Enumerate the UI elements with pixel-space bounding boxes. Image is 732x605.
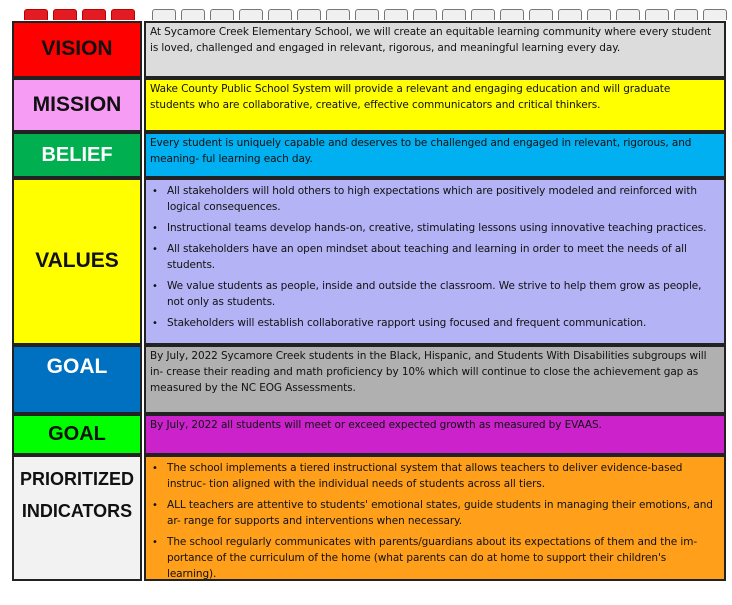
tab-marker [529, 9, 553, 20]
tab-marker [53, 9, 77, 20]
values-item: • We value students as people, inside and outside the classroom. We strive to help them grow as people, not only as students. [150, 279, 718, 311]
values-item: • All stakeholders have an open mindset about teaching and learning in order to meet the needs of all students. [150, 242, 718, 274]
tab-marker [82, 9, 106, 20]
values-item: • All stakeholders will hold others to high expectations which are positively modeled and reinforced with logical consequences. [150, 184, 718, 216]
tab-marker [268, 9, 292, 20]
tab-marker [471, 9, 495, 20]
values-list [144, 178, 726, 345]
vision-statement [144, 21, 726, 78]
tab-marker [674, 9, 698, 20]
indicators-row [12, 455, 726, 581]
tab-marker [413, 9, 437, 20]
goal-label-2 [12, 414, 142, 455]
indicators-list [144, 455, 726, 581]
goal-statement-1 [144, 345, 726, 414]
goal-text-1: By July, 2022 Sycamore Creek students in the Black, Hispanic, and Students With Disabilities subgroups will in- crease their reading and math proficiency by 10% which will continue to close the achievement gap as measured by the NC EOG Assessments. [150, 350, 707, 394]
vision-text: At Sycamore Creek Elementary School, we will create an equitable learning community where every student is loved, challenged and engaged in relevant, rigorous, and meaningful learning every day. [150, 26, 712, 54]
indicator-item: • The school implements a tiered instructional system that allows teachers to deliver evidence-based instruc- tion aligned with the individual needs of students across all tiers. [150, 461, 718, 493]
tab-marker [355, 9, 379, 20]
tab-marker [703, 9, 727, 20]
mission-statement [144, 78, 726, 132]
belief-text: Every student is uniquely capable and deserves to be challenged and engaged in relevant, rigorous, and meaning- ful learning each day. [150, 137, 692, 165]
goal-statement-2 [144, 414, 726, 455]
tab-marker [239, 9, 263, 20]
tab-strip [0, 9, 732, 21]
goal-row-2 [12, 414, 726, 455]
values-label [12, 178, 142, 345]
values-label-text: VALUES [35, 249, 119, 273]
indicator-item: • The school regularly communicates with parents/guardians about its expectations of them and the im- portance of the curriculum of the home (what parents can do at home to support their children's learning). [150, 535, 718, 583]
tab-marker [558, 9, 582, 20]
mission-label [12, 78, 142, 132]
vision-label-text: VISION [41, 37, 113, 61]
tab-marker [24, 9, 48, 20]
mission-text: Wake County Public School System will provide a relevant and engaging education and will graduate students who are collaborative, creative, effective communicators and critical thinkers. [150, 83, 671, 111]
tab-marker [384, 9, 408, 20]
tab-marker [587, 9, 611, 20]
vision-label [12, 21, 142, 78]
tab-marker [326, 9, 350, 20]
values-item: • Instructional teams develop hands-on, creative, stimulating lessons using innovative teaching practices. [150, 221, 718, 237]
indicators-label [12, 455, 142, 581]
tab-marker [616, 9, 640, 20]
belief-label-text: BELIEF [41, 143, 113, 166]
tab-marker [500, 9, 524, 20]
goal-label-2-text: GOAL [48, 423, 106, 445]
belief-label [12, 132, 142, 178]
tab-marker [645, 9, 669, 20]
indicator-item: • ALL teachers are attentive to students' emotional states, guide students in managing their emotions, and ar- range for supports and interventions when necessary. [150, 498, 718, 530]
belief-statement [144, 132, 726, 178]
goal-row-1 [12, 345, 726, 414]
indicators-label-line1: PRIORITIZED [19, 469, 134, 489]
tab-marker [181, 9, 205, 20]
tab-marker [111, 9, 135, 20]
belief-row [12, 132, 726, 178]
tab-marker [297, 9, 321, 20]
tab-marker [152, 9, 176, 20]
indicators-label-line2: INDICATORS [21, 501, 133, 522]
mission-label-text: MISSION [32, 92, 122, 116]
mission-row [12, 78, 726, 132]
goal-label-1-text: GOAL [46, 355, 108, 378]
values-item: • Stakeholders will establish collaborative rapport using focused and frequent communication. [150, 316, 718, 332]
tab-marker [442, 9, 466, 20]
tab-marker [210, 9, 234, 20]
values-row [12, 178, 726, 345]
goal-text-2: By July, 2022 all students will meet or exceed expected growth as measured by EVAAS. [150, 419, 602, 431]
goal-label-1 [12, 345, 142, 414]
vision-row [12, 21, 726, 78]
